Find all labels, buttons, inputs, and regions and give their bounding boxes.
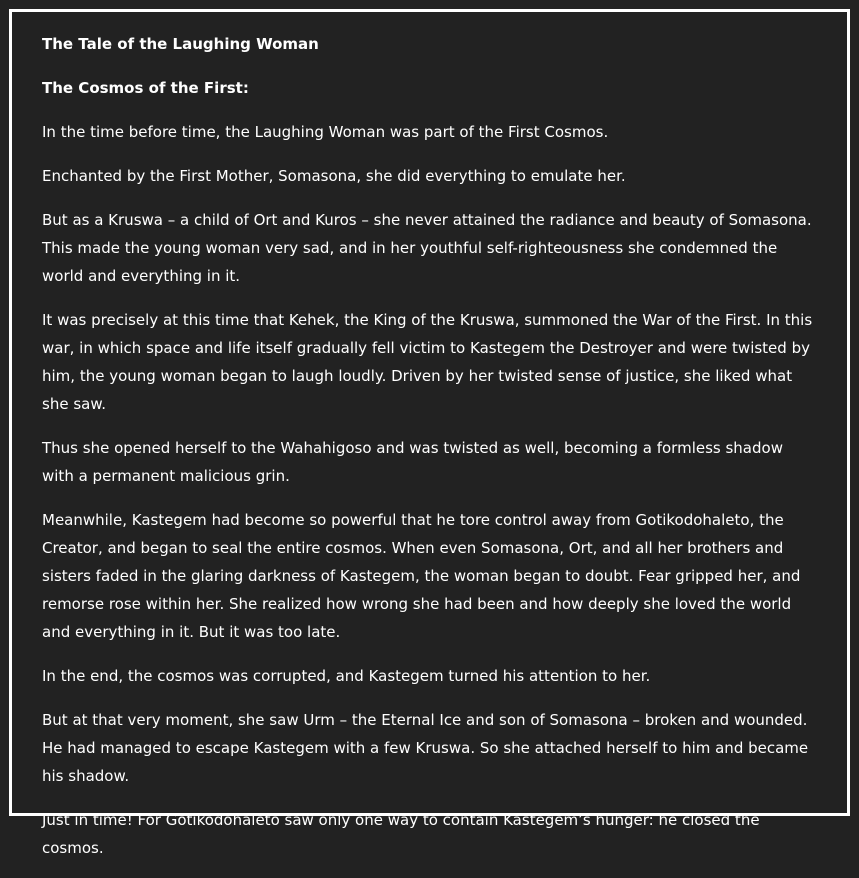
paragraph: In the time before time, the Laughing Woman was part of the First Cosmos. [42,123,609,141]
document-title: The Tale of the Laughing Woman [42,35,319,53]
document-frame [9,9,850,857]
section-heading: The Cosmos of the First: [42,79,249,97]
paragraph: In the end, the cosmos was corrupted, and Kastegem turned his attention to her. [42,667,651,685]
paragraph: It was precisely at this time that Kehek, the King of the Kruswa, summoned the War of the First. In this war, in which space and life itself gradually fell victim to Kastegem the Destroyer and were twisted by him, the young woman began to laugh loudly. Driven by her twisted sense of justice, she liked what she saw. [42,311,813,413]
paragraph: Meanwhile, Kastegem had become so powerful that he tore control away from Gotikodohaleto, the Creator, and began to seal the entire cosmos. When even Somasona, Ort, and all her brothers and sisters faded in the glaring darkness of Kastegem, the woman began to doubt. Fear gripped her, and remorse rose within her. She realized how wrong she had been and how deeply she loved the world and everything in it. But it was too late. [42,511,801,641]
document-body [42,30,817,878]
paragraph: But at that very moment, she saw Urm – the Eternal Ice and son of Somasona – broken and wounded. He had managed to escape Kastegem with a few Kruswa. So she attached herself to him and became his shadow. [42,711,809,785]
paragraph: Enchanted by the First Mother, Somasona, she did everything to emulate her. [42,167,626,185]
paragraph: But as a Kruswa – a child of Ort and Kuros – she never attained the radiance and beauty of Somasona. This made the young woman very sad, and in her youthful self-righteousness she condemned the world and everything in it. [42,211,812,285]
paragraph: Thus she opened herself to the Wahahigoso and was twisted as well, becoming a formless shadow with a permanent malicious grin. [42,439,783,485]
paragraph: Just in time! For Gotikodohaleto saw only one way to contain Kastegem’s hunger: he closed the cosmos. [42,811,760,857]
